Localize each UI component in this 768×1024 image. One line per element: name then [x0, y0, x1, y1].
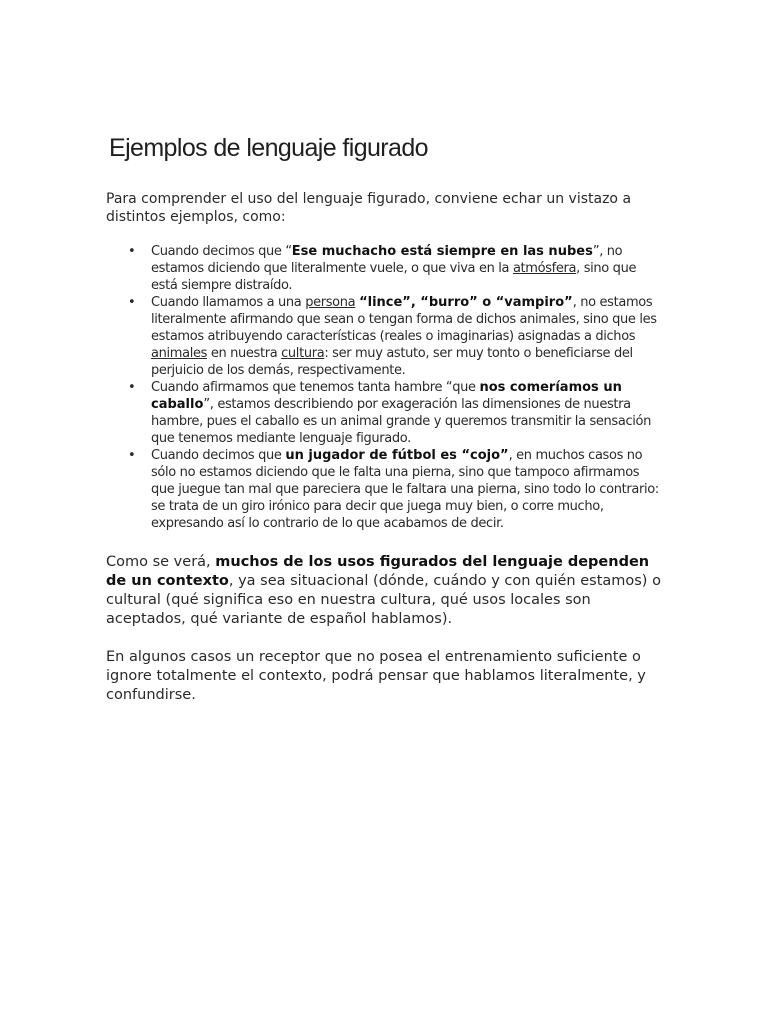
- text-run: ”, estamos describiendo por exageración las dimensiones de nuestra hambre, pues el caballo es un animal grande y queremos transmitir la sensación que tenemos mediante lenguaje figurado.: [151, 397, 652, 446]
- list-item: [106, 294, 666, 379]
- text-run: Cuando llamamos a una: [151, 295, 306, 310]
- text-run: Cuando decimos que “: [151, 244, 292, 259]
- bold-phrase: nos comeríamos un caballo: [151, 380, 622, 412]
- bold-phrase: Ese muchacho está siempre en las nubes: [291, 244, 593, 259]
- link-animales[interactable]: animales: [151, 346, 208, 361]
- closing-paragraph: En algunos casos un receptor que no posea el entrenamiento suficiente o ignore totalmente el contexto, podrá pensar que hablamos literalmente, y confundirse.: [106, 649, 646, 703]
- link-cultura[interactable]: cultura: [281, 346, 325, 361]
- text-run: , no estamos literalmente afirmando que sean o tengan forma de dichos animales, sino que les estamos atribuyendo características (reales o imaginarias) asignadas a dichos: [151, 295, 657, 344]
- text-run: , sino que está siempre distraído.: [151, 261, 637, 293]
- link-persona[interactable]: persona: [305, 295, 356, 310]
- examples-list: [106, 243, 666, 532]
- text-run: Cuando decimos que: [151, 448, 286, 463]
- text-run: Cuando afirmamos que tenemos tanta hambre “que: [151, 380, 480, 395]
- text-run: Como se verá,: [106, 554, 216, 570]
- bold-phrase: “lince”, “burro” o “vampiro”: [359, 295, 573, 310]
- intro-paragraph: Para comprender el uso del lenguaje figurado, conviene echar un vistazo a distintos ejemplos, como:: [106, 191, 632, 225]
- text-run: : ser muy astuto, ser muy tonto o beneficiarse del perjuicio de los demás, respectivamente.: [151, 346, 633, 378]
- page-title: Ejemplos de lenguaje figurado: [109, 134, 428, 162]
- bold-phrase: muchos de los usos figurados del lenguaje dependen de un contexto: [106, 554, 650, 589]
- text-run: en nuestra: [207, 346, 282, 361]
- text-run: , en muchos casos no sólo no estamos diciendo que le falta una pierna, sino que tampoco afirmamos que juegue tan mal que pareciera que le faltara una pierna, sino todo lo contrario: se trata de un giro irónico para decir que juega muy bien, o corre mucho, expresando así lo contrario de lo que acabamos de decir.: [151, 448, 659, 531]
- bold-phrase: un jugador de fútbol es “cojo”: [285, 448, 509, 463]
- list-item: [106, 447, 666, 532]
- text-run: ”, no estamos diciendo que literalmente vuele, o que viva en la: [151, 244, 623, 276]
- list-item: [106, 379, 666, 447]
- list-item: [106, 243, 666, 294]
- context-paragraph: [106, 553, 666, 629]
- link-atmosfera[interactable]: atmósfera: [512, 261, 577, 276]
- text-run: , ya sea situacional (dónde, cuándo y con quién estamos) o cultural (qué significa eso en nuestra cultura, qué usos locales son aceptados, qué variante de español hablamos).: [106, 573, 661, 627]
